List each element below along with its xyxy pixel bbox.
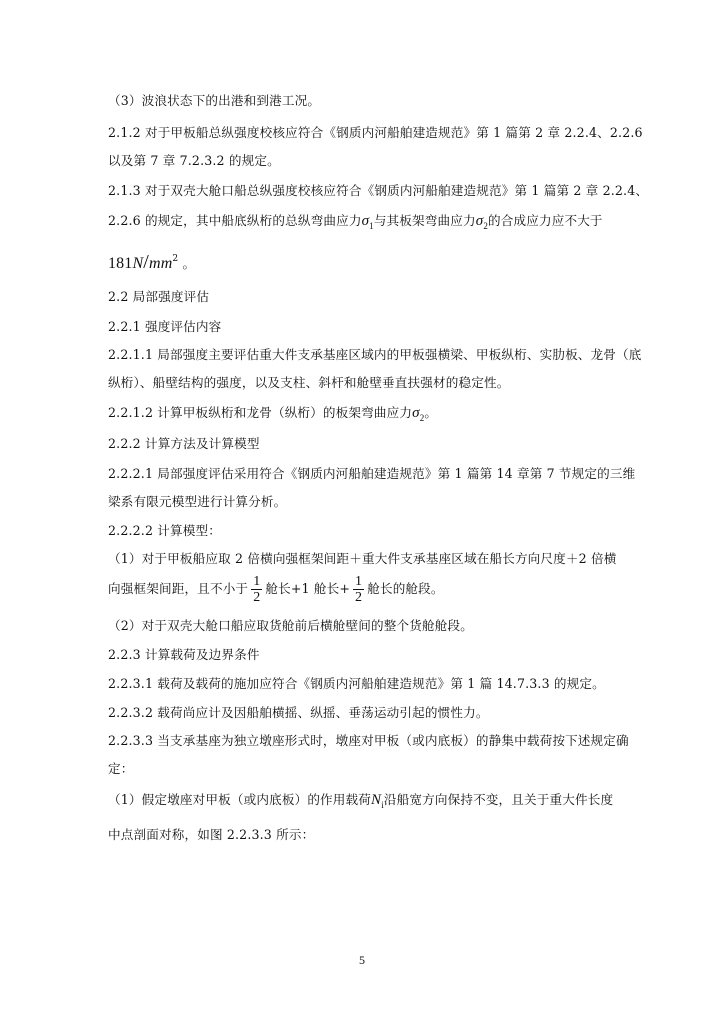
text-line-with-formula bbox=[108, 404, 618, 427]
text-segment: 2.2.6 的规定，其中船底纵桁的总纵弯曲应力 bbox=[108, 213, 362, 228]
fraction-one-half: $\frac{1}{2}$ bbox=[355, 574, 363, 605]
text-segment: 2.2.1.2 计算甲板纵桁和龙骨（纵桁）的板架弯曲应力 bbox=[108, 405, 413, 420]
text-line-with-formula bbox=[108, 212, 618, 235]
text-line: 中点剖面对称，如图 2.2.3.3 所示： bbox=[108, 827, 315, 842]
text-segment: 舱长+1 舱长+ bbox=[265, 581, 351, 596]
sigma-2-symbol: $\sigma_2$ bbox=[412, 405, 425, 423]
text-line: 2.2.1.1 局部强度主要评估重大件支承基座区域内的甲板强横梁、甲板纵桁、实肋板、龙骨（底 bbox=[108, 347, 642, 362]
text-line: 2.2.3.3 当支承基座为独立墩座形式时，墩座对甲板（或内底板）的静集中载荷按下述规定确 bbox=[108, 733, 629, 748]
unit-mm: mm bbox=[149, 255, 173, 272]
unit-n: N bbox=[132, 255, 144, 272]
sigma-2-symbol: $\sigma_2$ bbox=[475, 213, 488, 231]
text-line: 2.2.3.2 载荷尚应计及因船舶横摇、纵摇、垂荡运动引起的惯性力。 bbox=[108, 705, 489, 720]
text-segment: （1）假定墩座对甲板（或内底板）的作用载荷 bbox=[108, 792, 372, 807]
text-segment: 的合成应力应不大于 bbox=[487, 213, 603, 228]
unit-exponent: 2 bbox=[172, 254, 179, 264]
text-line: 定： bbox=[108, 761, 134, 776]
load-ni-symbol: $N_i$ bbox=[371, 792, 384, 810]
text-line: 梁系有限元模型进行计算分析。 bbox=[108, 494, 287, 509]
subsection-heading: 2.2.1 强度评估内容 bbox=[108, 319, 222, 334]
unit-slash: / bbox=[143, 251, 149, 273]
text-line: 2.2.3.1 载荷及载荷的施加应符合《钢质内河船舶建造规范》第 1 篇 14.7.3.3 的规定。 bbox=[108, 676, 605, 691]
text-segment: 沿船宽方向保持不变，且关于重大件长度 bbox=[383, 792, 614, 807]
page-number: 5 bbox=[359, 953, 365, 967]
sigma-1-symbol: $\sigma_1$ bbox=[361, 213, 374, 231]
text-line: （1）对于甲板船应取 2 倍横向强框架间距＋重大件支承基座区域在船长方向尺度＋2 倍横 bbox=[108, 551, 617, 566]
text-segment: 。 bbox=[182, 256, 196, 271]
text-line-with-fractions bbox=[108, 574, 618, 605]
text-segment: 与其板架弯曲应力 bbox=[373, 213, 476, 228]
subsection-heading: 2.2.2 计算方法及计算模型 bbox=[108, 436, 260, 451]
text-segment: 。 bbox=[424, 405, 438, 420]
text-line: 2.2.2.2 计算模型： bbox=[108, 523, 221, 538]
text-line: 以及第 7 章 7.2.3.2 的规定。 bbox=[108, 153, 280, 168]
text-line: 2.1.2 对于甲板船总纵强度校核应符合《钢质内河船舶建造规范》第 1 篇第 2 章 2.2.4、2.2.6 bbox=[108, 125, 643, 140]
stress-value: 181 bbox=[108, 255, 133, 272]
text-line-with-formula bbox=[108, 791, 618, 814]
section-heading: 2.2 局部强度评估 bbox=[108, 289, 210, 304]
text-line: （3）波浪状态下的出港和到港工况。 bbox=[108, 93, 321, 108]
text-segment: 舱长的舱段。 bbox=[367, 581, 444, 596]
text-line: 2.2.2.1 局部强度评估采用符合《钢质内河船舶建造规范》第 1 篇第 14 章第 7 节规定的三维 bbox=[108, 466, 636, 481]
text-line: 2.1.3 对于双壳大舱口船总纵强度校核应符合《钢质内河船舶建造规范》第 1 篇第 2 章 2.2.4、 bbox=[108, 183, 649, 198]
fraction-one-half: $\frac{1}{2}$ bbox=[253, 574, 261, 605]
text-line: （2）对于双壳大舱口船应取货舱前后横舱壁间的整个货舱舱段。 bbox=[108, 618, 473, 633]
text-segment: 向强框架间距，且不小于 bbox=[108, 581, 249, 596]
subsection-heading: 2.2.3 计算载荷及边界条件 bbox=[108, 647, 260, 662]
stress-limit-formula bbox=[108, 250, 618, 273]
text-line: 纵桁）、船壁结构的强度，以及支柱、斜杆和舱壁垂直扶强材的稳定性。 bbox=[108, 375, 510, 390]
